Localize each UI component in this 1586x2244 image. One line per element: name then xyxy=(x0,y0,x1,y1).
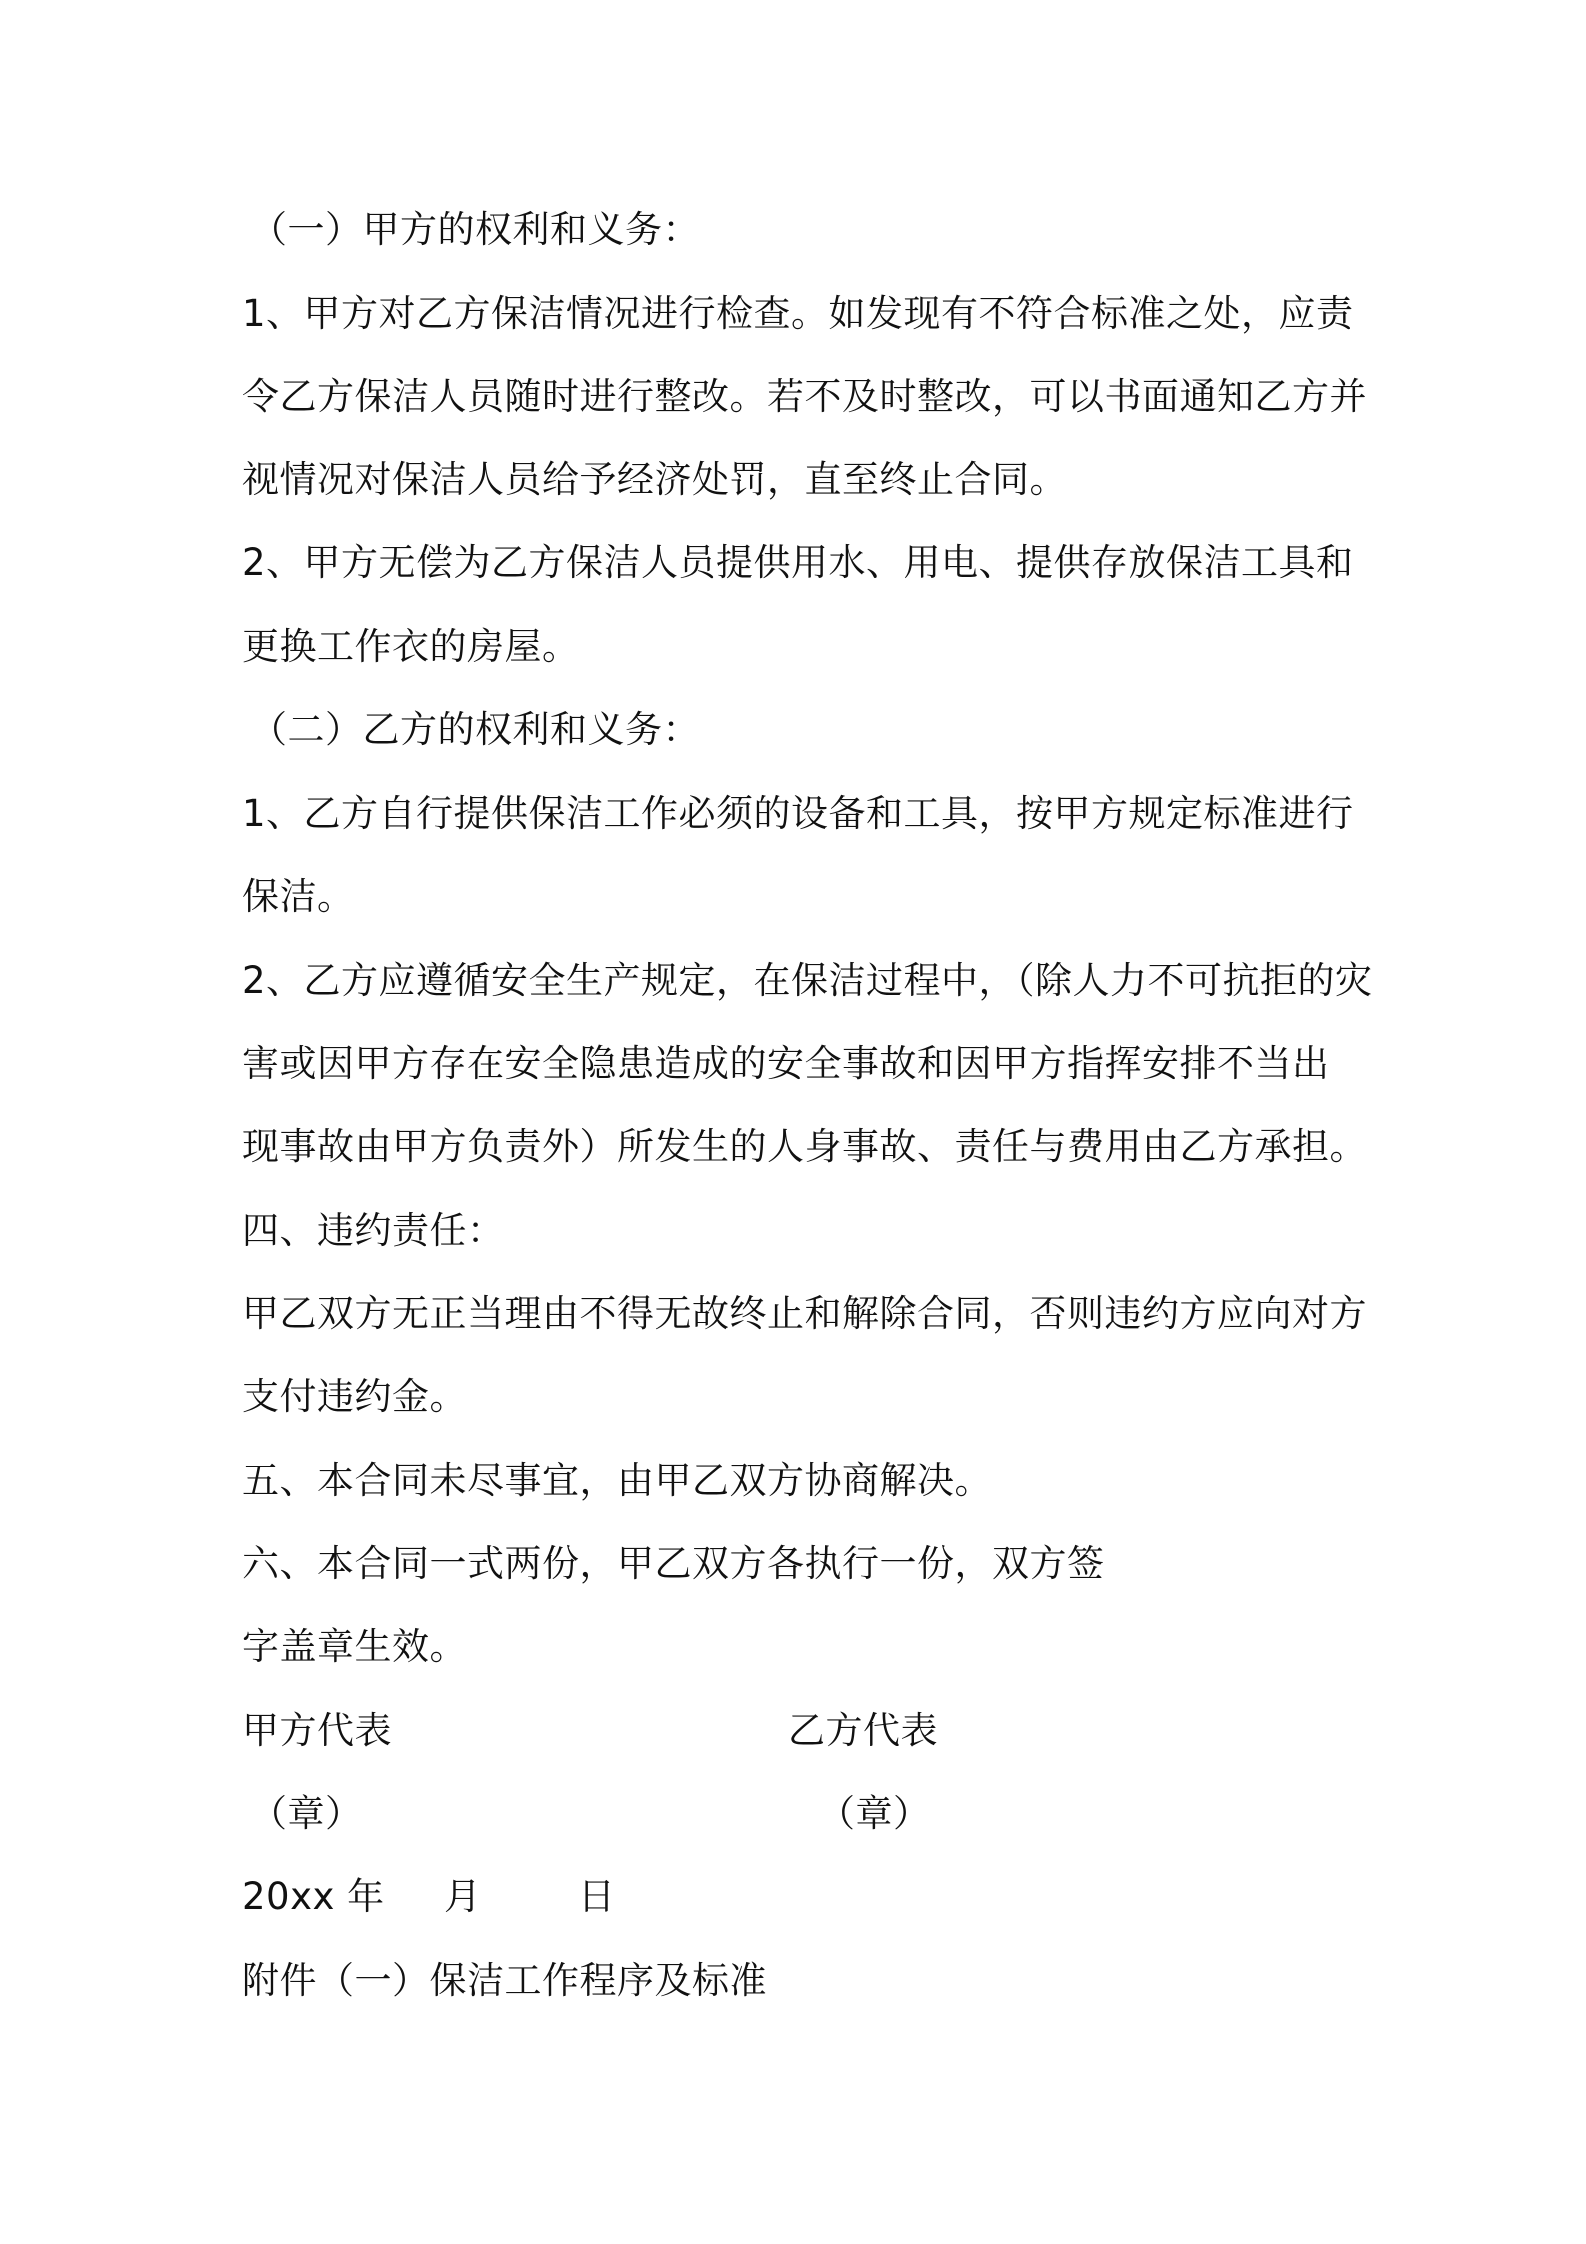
section-6-line1: 六、本合同一式两份，甲乙双方各执行一份，双方签 xyxy=(242,1542,1105,1585)
section-a-item1-line1: 1、甲方对乙方保洁情况进行检查。如发现有不符合标准之处，应责 xyxy=(242,292,1354,335)
section-a-heading: （一）甲方的权利和义务： xyxy=(250,208,700,251)
section-b-heading: （二）乙方的权利和义务： xyxy=(250,708,700,751)
appendix-title: 附件（一）保洁工作程序及标准 xyxy=(242,1959,767,2002)
party-a-seal: （章） xyxy=(250,1792,363,1835)
section-a-item2-line1: 2、甲方无偿为乙方保洁人员提供用水、用电、提供存放保洁工具和 xyxy=(242,541,1354,584)
party-b-representative: 乙方代表 xyxy=(788,1709,938,1752)
section-4-heading: 四、违约责任： xyxy=(242,1209,505,1252)
date-year: 20xx 年 xyxy=(242,1875,385,1918)
section-a-item1-line2: 令乙方保洁人员随时进行整改。若不及时整改，可以书面通知乙方并 xyxy=(242,375,1367,418)
section-a-item2-line2: 更换工作衣的房屋。 xyxy=(242,625,580,668)
section-a-item1-line3: 视情况对保洁人员给予经济处罚，直至终止合同。 xyxy=(242,458,1067,501)
party-a-representative: 甲方代表 xyxy=(242,1709,392,1752)
section-b-item2-line3: 现事故由甲方负责外）所发生的人身事故、责任与费用由乙方承担。 xyxy=(242,1125,1367,1168)
section-b-item2-line2: 害或因甲方存在安全隐患造成的安全事故和因甲方指挥安排不当出 xyxy=(242,1042,1330,1085)
section-b-item2-line1: 2、乙方应遵循安全生产规定，在保洁过程中，（除人力不可抗拒的灾 xyxy=(242,959,1373,1002)
section-4-line1: 甲乙双方无正当理由不得无故终止和解除合同，否则违约方应向对方 xyxy=(242,1292,1367,1335)
section-5: 五、本合同未尽事宜，由甲乙双方协商解决。 xyxy=(242,1459,992,1502)
section-6-line2: 字盖章生效。 xyxy=(242,1625,467,1668)
date-day: 日 xyxy=(578,1875,616,1918)
party-b-seal: （章） xyxy=(818,1792,931,1835)
section-b-item1-line1: 1、乙方自行提供保洁工作必须的设备和工具，按甲方规定标准进行 xyxy=(242,792,1354,835)
section-b-item1-line2: 保洁。 xyxy=(242,875,355,918)
section-4-line2: 支付违约金。 xyxy=(242,1375,467,1418)
date-month: 月 xyxy=(444,1875,482,1918)
